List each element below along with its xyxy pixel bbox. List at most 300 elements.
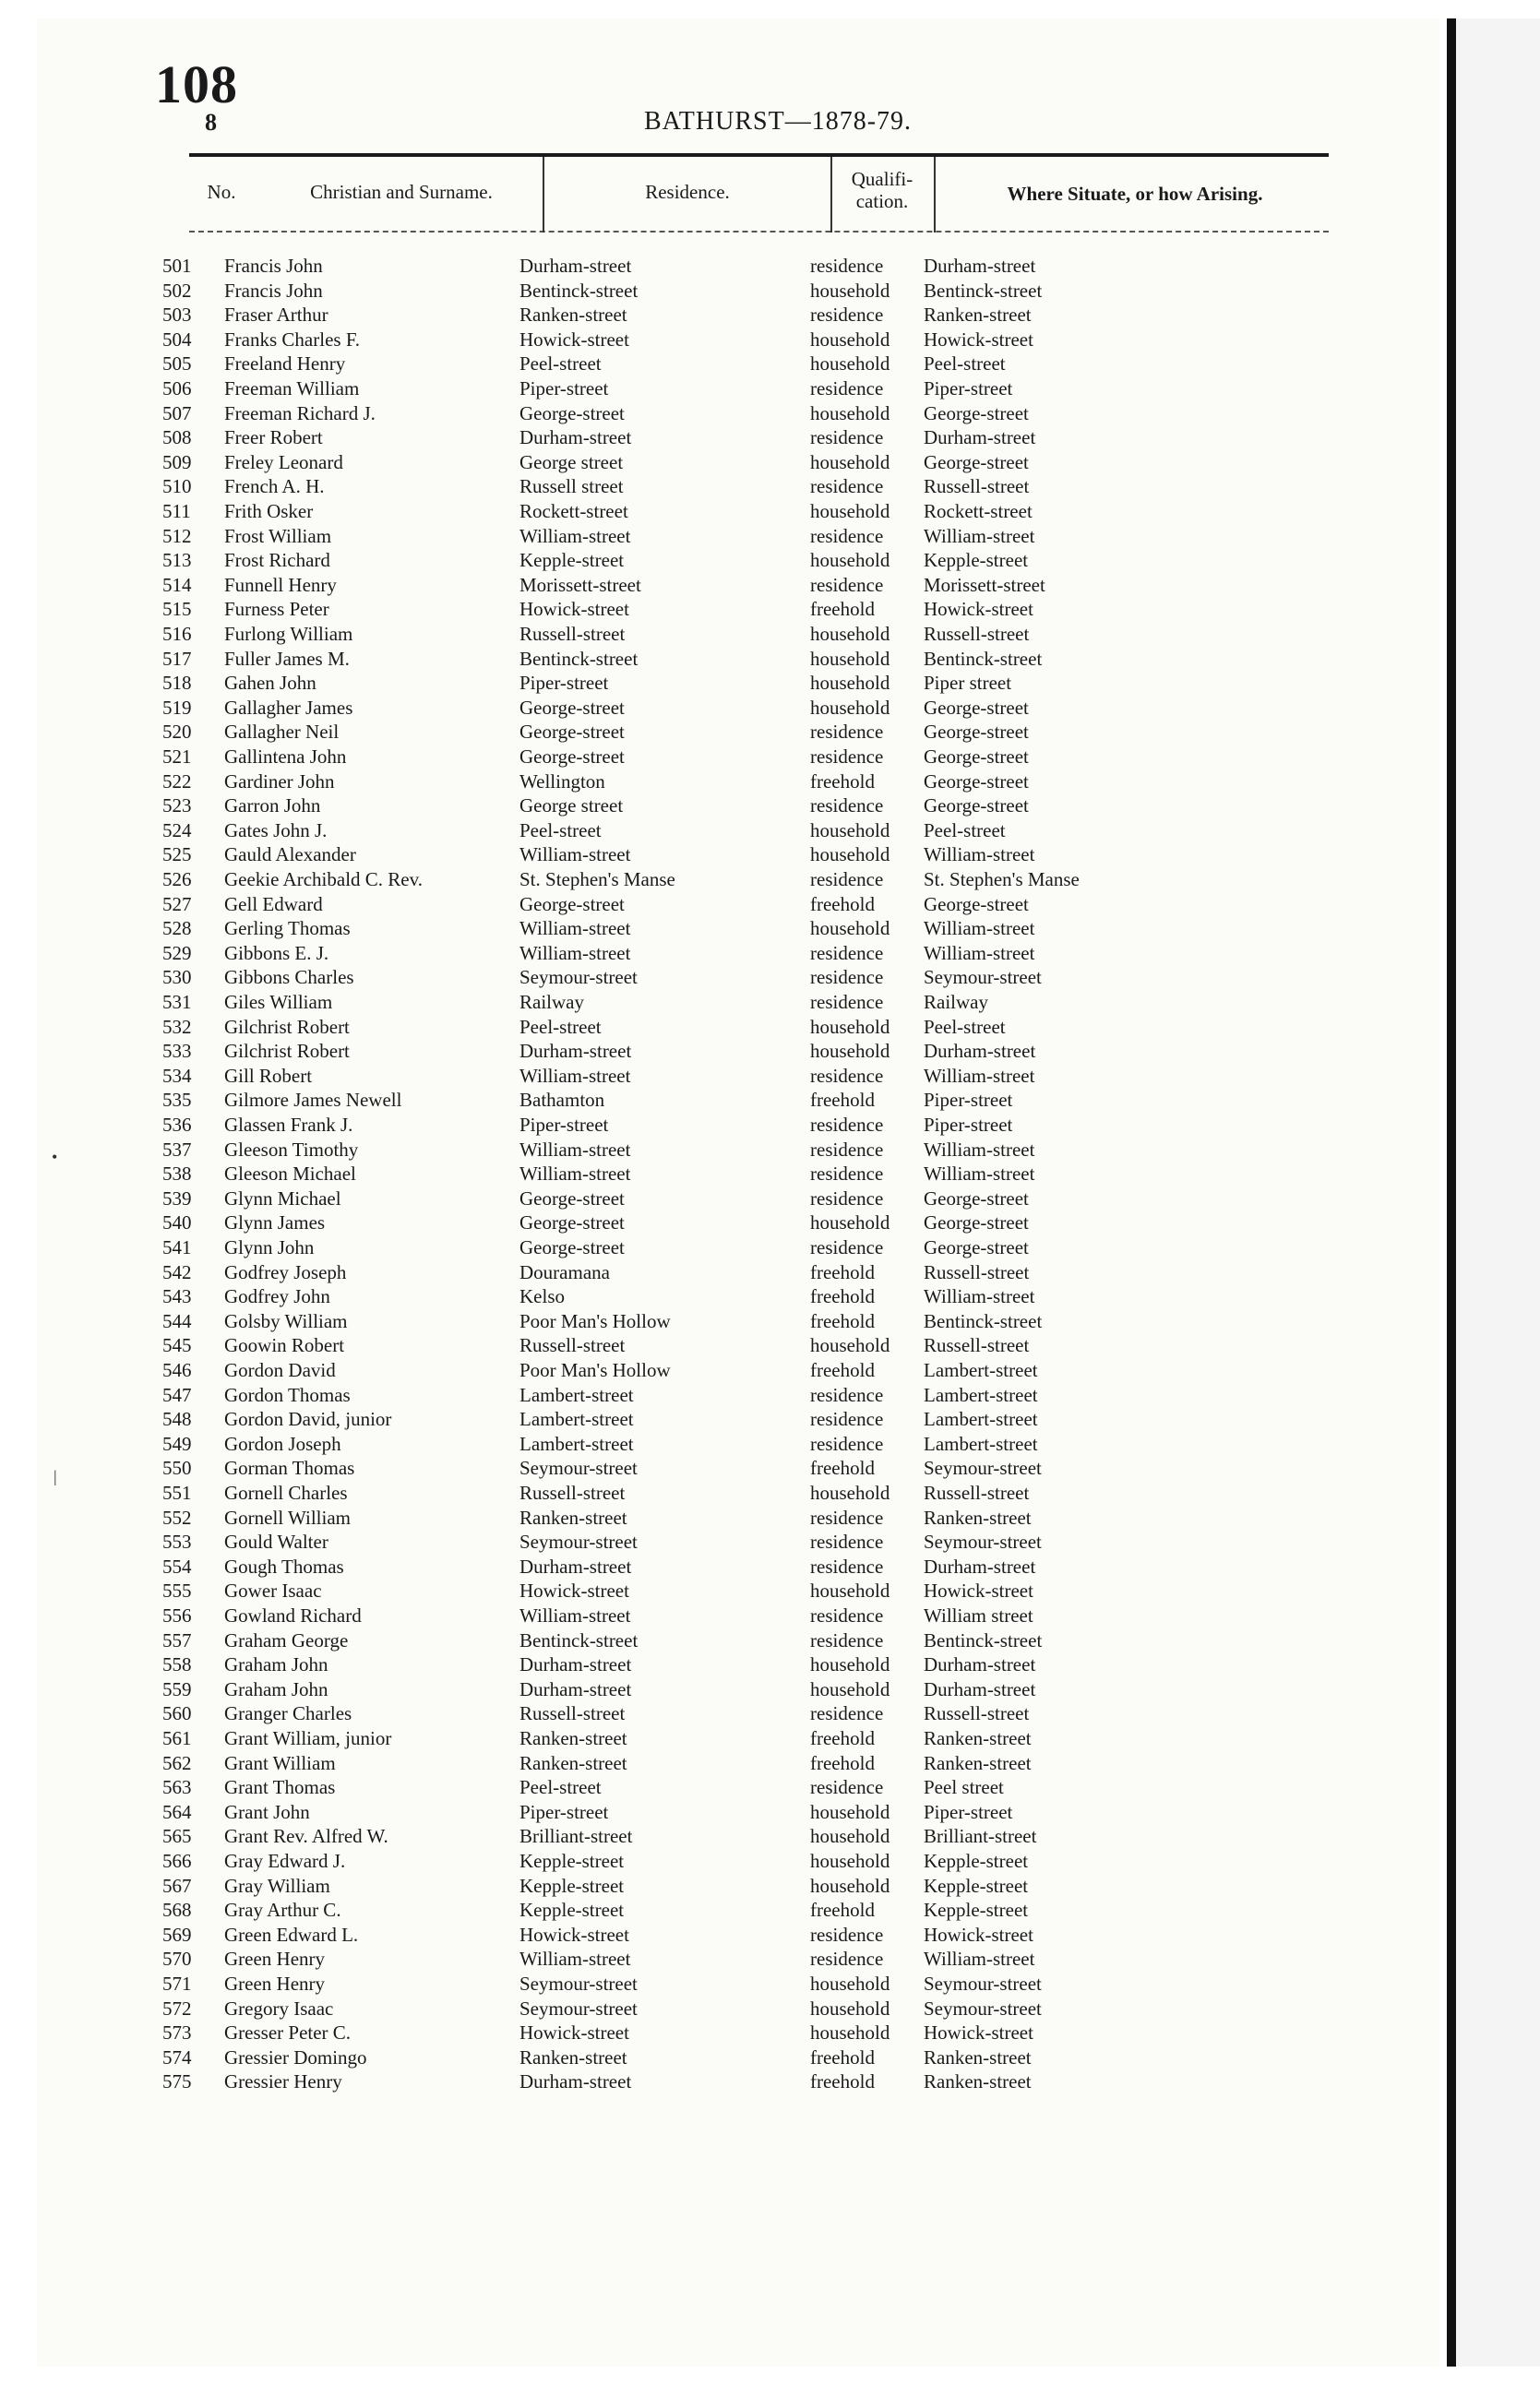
where-situate: George-street <box>924 794 1029 817</box>
table-row <box>0 548 1403 573</box>
where-situate: Ranken-street <box>924 1727 1032 1749</box>
entry-number: 539 <box>162 1187 192 1210</box>
elector-name: Gell Edward <box>224 892 323 915</box>
table-row <box>0 1138 1403 1163</box>
table-row <box>0 1113 1403 1138</box>
where-situate: Kepple-street <box>924 549 1029 572</box>
header-name: Christian and Surname. <box>310 181 493 203</box>
residence: Durham-street <box>519 426 632 449</box>
elector-name: Glynn Michael <box>224 1187 341 1210</box>
entry-number: 527 <box>162 892 192 915</box>
residence: George-street <box>519 401 625 424</box>
entry-number: 572 <box>162 1997 192 2020</box>
qualification: household <box>810 549 890 572</box>
where-situate: George-street <box>924 721 1029 744</box>
qualification: residence <box>810 1408 884 1431</box>
table-row <box>0 867 1403 892</box>
qualification: residence <box>810 573 884 596</box>
header-residence: Residence. <box>645 181 730 203</box>
table-row <box>0 1530 1403 1555</box>
elector-name: Golsby William <box>224 1309 348 1332</box>
elector-name: Furlong William <box>224 623 353 645</box>
entry-number: 570 <box>162 1948 192 1971</box>
table-row <box>0 1187 1403 1211</box>
table-row <box>0 425 1403 450</box>
qualification: household <box>810 1015 890 1038</box>
table-row <box>0 1726 1403 1751</box>
where-situate: Ranken-street <box>924 304 1032 327</box>
elector-name: Garron John <box>224 794 321 817</box>
where-situate: Durham-street <box>924 426 1036 449</box>
qualification: residence <box>810 1138 884 1161</box>
entry-number: 566 <box>162 1850 192 1872</box>
header-qualification: Qualifi-cation. <box>851 168 913 212</box>
entry-number: 508 <box>162 426 192 449</box>
table-row <box>0 647 1403 672</box>
entry-number: 558 <box>162 1653 192 1676</box>
elector-name: Graham John <box>224 1653 328 1676</box>
where-situate: Durham-street <box>924 1653 1036 1676</box>
where-situate: Howick-street <box>924 1580 1033 1603</box>
qualification: household <box>810 623 890 645</box>
entry-number: 538 <box>162 1163 192 1186</box>
table-row <box>0 303 1403 328</box>
qualification: household <box>810 1040 890 1063</box>
qualification: residence <box>810 475 884 498</box>
elector-name: Gray Arthur C. <box>224 1899 341 1922</box>
entry-number: 561 <box>162 1727 192 1749</box>
table-row <box>0 1432 1403 1457</box>
elector-name: Goowin Robert <box>224 1334 345 1357</box>
table-row <box>0 1015 1403 1040</box>
table-row <box>0 769 1403 794</box>
where-situate: Railway <box>924 991 988 1013</box>
elector-name: Gauld Alexander <box>224 843 356 866</box>
qualification: residence <box>810 1163 884 1186</box>
entry-number: 569 <box>162 1923 192 1946</box>
entry-number: 559 <box>162 1677 192 1700</box>
where-situate: St. Stephen's Manse <box>924 868 1080 890</box>
qualification: residence <box>810 1531 884 1554</box>
residence: Kepple-street <box>519 1899 625 1922</box>
residence: William-street <box>519 1948 631 1971</box>
table-row <box>0 1604 1403 1628</box>
qualification: household <box>810 500 890 522</box>
qualification: freehold <box>810 1751 875 1774</box>
residence: Wellington <box>519 769 605 793</box>
entry-number: 575 <box>162 2070 192 2093</box>
qualification: household <box>810 1997 890 2020</box>
elector-name: Gornell William <box>224 1506 351 1529</box>
residence: Peel-street <box>519 352 602 376</box>
qualification: residence <box>810 1948 884 1971</box>
elector-name: Gressier Domingo <box>224 2045 367 2069</box>
elector-name: Green Edward L. <box>224 1923 359 1946</box>
elector-name: Frost William <box>224 524 332 547</box>
residence: Piper-street <box>519 1800 609 1823</box>
table-row <box>0 1751 1403 1776</box>
residence: Russell-street <box>519 1482 626 1504</box>
qualification: residence <box>810 1064 884 1087</box>
elector-name: Graham George <box>224 1628 349 1652</box>
elector-name: Gerling Thomas <box>224 917 351 940</box>
table-row <box>0 892 1403 917</box>
table-row <box>0 1652 1403 1677</box>
entry-number: 529 <box>162 941 192 964</box>
where-situate: George-street <box>924 696 1029 719</box>
qualification: residence <box>810 1506 884 1529</box>
table-row <box>0 1997 1403 2021</box>
where-situate: George-street <box>924 450 1029 473</box>
table-row <box>0 1775 1403 1800</box>
qualification: residence <box>810 1555 884 1578</box>
qualification: household <box>810 1825 890 1848</box>
elector-name: Francis John <box>224 255 323 277</box>
table-row <box>0 352 1403 376</box>
margin-mark: | <box>54 1467 57 1485</box>
where-situate: Peel-street <box>924 818 1006 841</box>
page-number: 108 <box>155 54 238 114</box>
table-row <box>0 1064 1403 1089</box>
where-situate: Russell-street <box>924 623 1030 645</box>
elector-name: Gordon Joseph <box>224 1432 341 1455</box>
residence: George-street <box>519 892 625 915</box>
entry-number: 542 <box>162 1260 192 1283</box>
qualification: residence <box>810 966 884 989</box>
residence: Lambert-street <box>519 1432 634 1455</box>
elector-name: Gilchrist Robert <box>224 1015 350 1038</box>
where-situate: George-street <box>924 1236 1029 1258</box>
where-situate: Lambert-street <box>924 1432 1038 1455</box>
column-divider <box>934 157 936 233</box>
qualification: freehold <box>810 1457 875 1480</box>
residence: William-street <box>519 941 631 964</box>
where-situate: Russell-street <box>924 1334 1030 1357</box>
qualification: household <box>810 328 890 351</box>
residence: William-street <box>519 1064 631 1087</box>
elector-name: Fuller James M. <box>224 647 350 670</box>
where-situate: William-street <box>924 917 1035 940</box>
residence: Poor Man's Hollow <box>519 1309 671 1332</box>
entry-number: 503 <box>162 304 192 327</box>
elector-name: Gilchrist Robert <box>224 1040 350 1063</box>
elector-name: Green Henry <box>224 1973 326 1995</box>
table-row <box>0 1284 1403 1309</box>
where-situate: Russell-street <box>924 1482 1030 1504</box>
where-situate: Lambert-street <box>924 1383 1038 1406</box>
residence: Morissett-street <box>519 573 641 596</box>
residence: Peel-street <box>519 1776 602 1799</box>
residence: George street <box>519 794 624 817</box>
table-row <box>0 1947 1403 1972</box>
entry-number: 551 <box>162 1482 192 1504</box>
residence: Piper-street <box>519 672 609 695</box>
qualification: residence <box>810 1236 884 1258</box>
where-situate: William-street <box>924 1285 1035 1308</box>
entry-number: 564 <box>162 1800 192 1823</box>
table-row <box>0 2045 1403 2070</box>
where-situate: Russell-street <box>924 1260 1030 1283</box>
residence: Kepple-street <box>519 549 625 572</box>
qualification: residence <box>810 1432 884 1455</box>
residence: William-street <box>519 917 631 940</box>
qualification: residence <box>810 1114 884 1136</box>
residence: Russell-street <box>519 623 626 645</box>
entry-number: 560 <box>162 1702 192 1725</box>
residence: Ranken-street <box>519 304 627 327</box>
column-divider <box>543 157 544 233</box>
table-row <box>0 1039 1403 1064</box>
elector-name: Gallintena John <box>224 745 347 768</box>
qualification: residence <box>810 1923 884 1946</box>
table-row <box>0 1628 1403 1653</box>
table-row <box>0 573 1403 598</box>
residence: Howick-street <box>519 1580 629 1603</box>
where-situate: George-street <box>924 1211 1029 1234</box>
entry-number: 501 <box>162 255 192 277</box>
elector-name: Gardiner John <box>224 769 335 793</box>
table-row <box>0 1260 1403 1285</box>
qualification: household <box>810 1850 890 1872</box>
where-situate: Piper-street <box>924 377 1013 399</box>
table-row <box>0 1555 1403 1580</box>
where-situate: William-street <box>924 1138 1035 1161</box>
qualification: residence <box>810 721 884 744</box>
entry-number: 548 <box>162 1408 192 1431</box>
elector-name: Freeman Richard J. <box>224 401 376 424</box>
residence: Railway <box>519 991 584 1013</box>
table-row <box>0 1824 1403 1849</box>
table-row <box>0 720 1403 745</box>
where-situate: Piper street <box>924 672 1012 695</box>
page-edge-shadow <box>1456 18 1540 2367</box>
entry-number: 510 <box>162 475 192 498</box>
entry-number: 532 <box>162 1015 192 1038</box>
where-situate: Peel-street <box>924 1015 1006 1038</box>
elector-name: Gordon David, junior <box>224 1408 392 1431</box>
residence: Piper-street <box>519 1114 609 1136</box>
residence: George-street <box>519 745 625 768</box>
qualification: household <box>810 843 890 866</box>
residence: Durham-street <box>519 1653 632 1676</box>
table-row <box>0 1235 1403 1260</box>
residence: William-street <box>519 1163 631 1186</box>
residence: Russell-street <box>519 1702 626 1725</box>
qualification: freehold <box>810 2045 875 2069</box>
elector-name: Freer Robert <box>224 426 323 449</box>
qualification: residence <box>810 868 884 890</box>
elector-name: Graham John <box>224 1677 328 1700</box>
residence: Lambert-street <box>519 1383 634 1406</box>
entry-number: 562 <box>162 1751 192 1774</box>
elector-name: Gordon David <box>224 1359 336 1381</box>
where-situate: Lambert-street <box>924 1408 1038 1431</box>
elector-name: Frith Osker <box>224 500 314 522</box>
where-situate: George-street <box>924 892 1029 915</box>
where-situate: Kepple-street <box>924 1874 1029 1897</box>
folio-number: 8 <box>205 109 217 136</box>
entry-number: 553 <box>162 1531 192 1554</box>
residence: George street <box>519 450 624 473</box>
table-row <box>0 1923 1403 1948</box>
residence: George-street <box>519 721 625 744</box>
entry-number: 515 <box>162 598 192 621</box>
elector-name: Gallagher Neil <box>224 721 340 744</box>
table-row <box>0 965 1403 990</box>
qualification: residence <box>810 794 884 817</box>
residence: Kepple-street <box>519 1874 625 1897</box>
elector-name: Freeman William <box>224 377 360 399</box>
residence: Rockett-street <box>519 500 628 522</box>
residence: Durham-street <box>519 2070 632 2093</box>
where-situate: Russell-street <box>924 475 1030 498</box>
table-row <box>0 990 1403 1015</box>
qualification: household <box>810 647 890 670</box>
where-situate: Ranken-street <box>924 1506 1032 1529</box>
where-situate: Peel street <box>924 1776 1004 1799</box>
entry-number: 556 <box>162 1604 192 1627</box>
qualification: residence <box>810 426 884 449</box>
residence: George-street <box>519 1236 625 1258</box>
qualification: freehold <box>810 2070 875 2093</box>
qualification: household <box>810 1677 890 1700</box>
qualification: freehold <box>810 1285 875 1308</box>
residence: Durham-street <box>519 1677 632 1700</box>
qualification: household <box>810 672 890 695</box>
residence: Seymour-street <box>519 1531 638 1554</box>
qualification: residence <box>810 304 884 327</box>
residence: Durham-street <box>519 1555 632 1578</box>
where-situate: Seymour-street <box>924 1997 1042 2020</box>
table-row <box>0 499 1403 524</box>
residence: Seymour-street <box>519 966 638 989</box>
elector-name: Gould Walter <box>224 1531 328 1554</box>
where-situate: Durham-street <box>924 1555 1036 1578</box>
qualification: household <box>810 352 890 376</box>
elector-name: Gleeson Michael <box>224 1163 356 1186</box>
table-row <box>0 1849 1403 1874</box>
elector-name: Gilmore James Newell <box>224 1089 402 1112</box>
entry-number: 536 <box>162 1114 192 1136</box>
qualification: household <box>810 1800 890 1823</box>
entry-number: 511 <box>162 500 191 522</box>
where-situate: Seymour-street <box>924 1531 1042 1554</box>
where-situate: Seymour-street <box>924 966 1042 989</box>
qualification: freehold <box>810 1727 875 1749</box>
where-situate: Durham-street <box>924 1677 1036 1700</box>
entry-number: 541 <box>162 1236 192 1258</box>
elector-name: Freeland Henry <box>224 352 346 376</box>
residence: Durham-street <box>519 1040 632 1063</box>
elector-name: Gordon Thomas <box>224 1383 351 1406</box>
entry-number: 521 <box>162 745 192 768</box>
qualification: residence <box>810 524 884 547</box>
elector-name: Geekie Archibald C. Rev. <box>224 868 423 890</box>
table-row <box>0 1210 1403 1235</box>
qualification: household <box>810 279 890 302</box>
elector-name: Gough Thomas <box>224 1555 344 1578</box>
where-situate: Seymour-street <box>924 1973 1042 1995</box>
table-row <box>0 1333 1403 1358</box>
table-row <box>0 1383 1403 1408</box>
where-situate: Howick-street <box>924 1923 1033 1946</box>
elector-name: Grant Thomas <box>224 1776 336 1799</box>
elector-name: Gornell Charles <box>224 1482 348 1504</box>
residence: George-street <box>519 696 625 719</box>
entry-number: 540 <box>162 1211 192 1234</box>
where-situate: Russell-street <box>924 1702 1030 1725</box>
residence: St. Stephen's Manse <box>519 868 675 890</box>
where-situate: Kepple-street <box>924 1850 1029 1872</box>
qualification: household <box>810 1653 890 1676</box>
table-row <box>0 328 1403 352</box>
qualification: freehold <box>810 892 875 915</box>
residence: William-street <box>519 1138 631 1161</box>
residence: Howick-street <box>519 598 629 621</box>
qualification: household <box>810 917 890 940</box>
qualification: residence <box>810 377 884 399</box>
where-situate: Kepple-street <box>924 1899 1029 1922</box>
where-situate: Durham-street <box>924 255 1036 277</box>
table-row <box>0 474 1403 499</box>
table-row <box>0 1407 1403 1432</box>
qualification: household <box>810 2021 890 2045</box>
elector-name: Gibbons E. J. <box>224 941 329 964</box>
qualification: residence <box>810 255 884 277</box>
elector-name: Gower Isaac <box>224 1580 322 1603</box>
table-row <box>0 279 1403 304</box>
residence: Bentinck-street <box>519 1628 639 1652</box>
elector-name: Gibbons Charles <box>224 966 354 989</box>
table-row <box>0 2021 1403 2045</box>
table-row <box>0 696 1403 721</box>
qualification: residence <box>810 745 884 768</box>
where-situate: William-street <box>924 843 1035 866</box>
residence: George-street <box>519 1211 625 1234</box>
margin-mark: • <box>52 1148 58 1166</box>
column-divider <box>830 157 832 233</box>
residence: Russell-street <box>519 1334 626 1357</box>
where-situate: Durham-street <box>924 1040 1036 1063</box>
residence: Ranken-street <box>519 2045 627 2069</box>
where-situate: Piper-street <box>924 1114 1013 1136</box>
elector-name: Funnell Henry <box>224 573 337 596</box>
entry-number: 528 <box>162 917 192 940</box>
where-situate: William-street <box>924 941 1035 964</box>
where-situate: Bentinck-street <box>924 1309 1043 1332</box>
elector-name: French A. H. <box>224 475 325 498</box>
table-row <box>0 1506 1403 1531</box>
entry-number: 519 <box>162 696 192 719</box>
table-row <box>0 450 1403 475</box>
qualification: household <box>810 696 890 719</box>
entry-number: 567 <box>162 1874 192 1897</box>
where-situate: William-street <box>924 1064 1035 1087</box>
where-situate: George-street <box>924 1187 1029 1210</box>
qualification: freehold <box>810 1260 875 1283</box>
qualification: household <box>810 401 890 424</box>
qualification: freehold <box>810 1309 875 1332</box>
entry-number: 531 <box>162 991 192 1013</box>
elector-name: Furness Peter <box>224 598 329 621</box>
residence: Howick-street <box>519 1923 629 1946</box>
residence: Bentinck-street <box>519 647 639 670</box>
residence: Kepple-street <box>519 1850 625 1872</box>
entry-number: 574 <box>162 2045 192 2069</box>
qualification: residence <box>810 991 884 1013</box>
table-row <box>0 745 1403 769</box>
entry-number: 512 <box>162 524 192 547</box>
